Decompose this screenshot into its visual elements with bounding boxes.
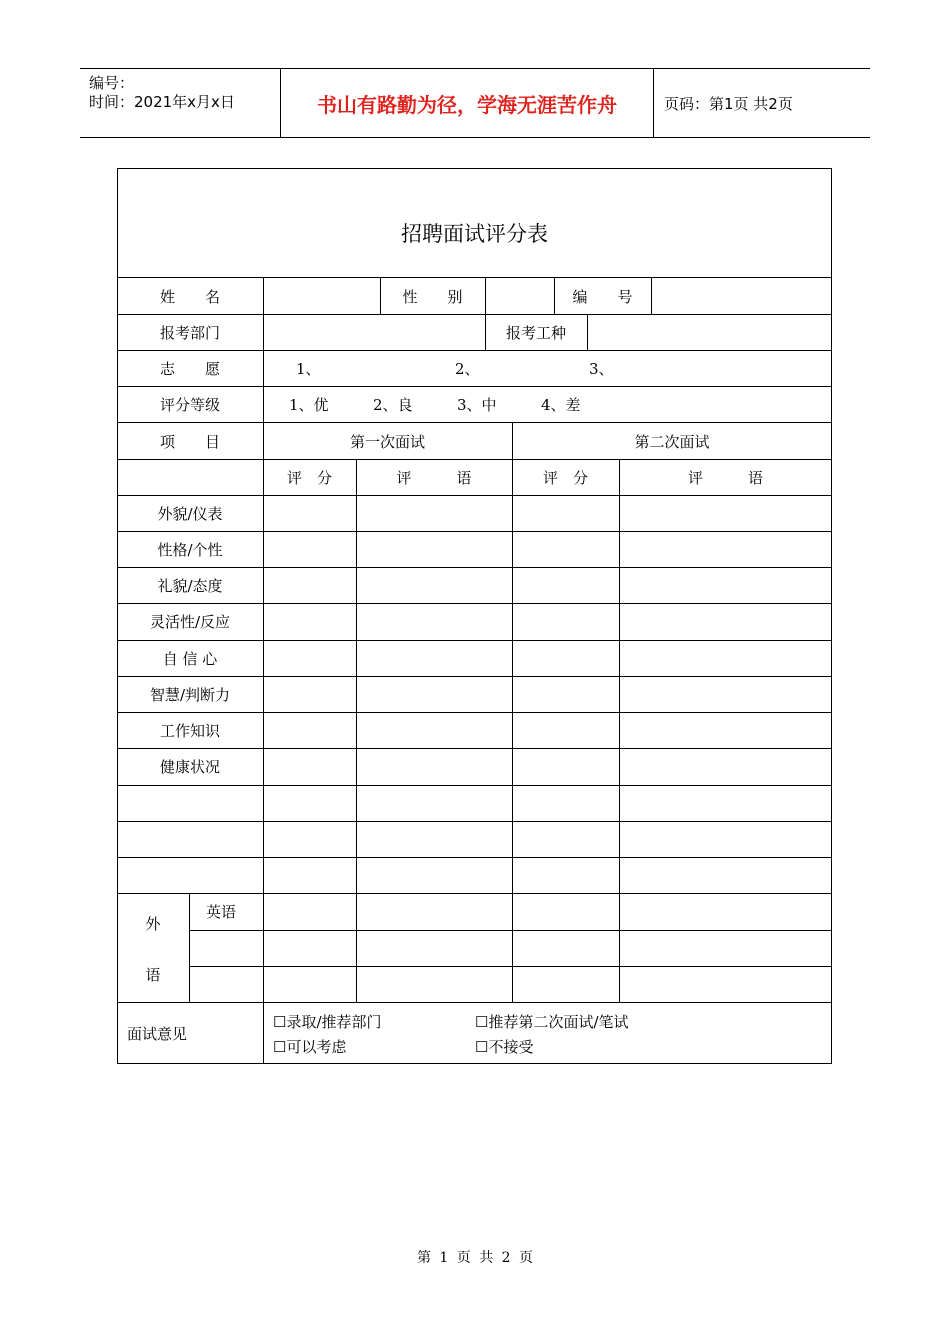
- wish-label: 志 愿: [159, 360, 220, 378]
- grid-line: [117, 386, 832, 387]
- document-header: [80, 68, 870, 138]
- opinion-option-consider[interactable]: ☐可以考虑: [273, 1038, 347, 1056]
- header-page-info: 页码：第1页 共2页: [664, 94, 793, 113]
- grade-option-4: 4、差: [541, 396, 581, 414]
- footer-text: 页: [456, 1250, 471, 1266]
- eval-item: 智慧/判断力: [149, 686, 231, 704]
- grid-line: [117, 785, 832, 786]
- grid-line: [117, 277, 832, 278]
- footer-text: 页: [519, 1250, 534, 1266]
- page-footer: [0, 1247, 950, 1267]
- eval-item: 灵活性/反应: [149, 613, 231, 631]
- grid-line: [117, 821, 832, 822]
- opinion-option-reject[interactable]: ☐不接受: [475, 1038, 534, 1056]
- grade-option-1: 1、优: [289, 396, 329, 414]
- english-label: 英语: [205, 903, 236, 921]
- grid-line: [117, 857, 832, 858]
- foreign-language-label-1: 外: [145, 915, 161, 933]
- job-label: 报考工种: [505, 324, 566, 342]
- second-interview-header: 第二次面试: [634, 433, 710, 451]
- footer-page-number: 1: [439, 1250, 449, 1266]
- grid-line: [117, 567, 832, 568]
- comment-header: 评 语: [396, 469, 472, 487]
- grid-line: [189, 966, 831, 967]
- grid-line: [117, 495, 832, 496]
- wish-option-2: 2、: [455, 360, 480, 378]
- grid-line: [117, 893, 832, 894]
- id-label: 编 号: [572, 288, 633, 306]
- grid-line: [117, 640, 832, 641]
- footer-text: 共: [479, 1250, 494, 1266]
- name-label: 姓 名: [159, 288, 220, 306]
- grade-label: 评分等级: [159, 396, 220, 414]
- grid-line: [619, 459, 620, 1002]
- eval-item: 外貌/仪表: [157, 505, 223, 523]
- grade-option-2: 2、良: [373, 396, 413, 414]
- eval-item: 健康状况: [159, 758, 220, 776]
- eval-item: 礼貌/态度: [157, 577, 223, 595]
- grid-line: [117, 459, 832, 460]
- gender-label: 性 别: [402, 288, 463, 306]
- grid-line: [651, 277, 652, 314]
- header-meta: [80, 69, 281, 137]
- item-label: 项 目: [159, 433, 220, 451]
- wish-option-1: 1、: [296, 360, 321, 378]
- time-label: 时间：2021年x月x日: [89, 93, 235, 111]
- grade-option-3: 3、中: [457, 396, 497, 414]
- eval-item: 工作知识: [159, 722, 220, 740]
- grid-line: [117, 531, 832, 532]
- grid-line: [117, 748, 832, 749]
- grid-line: [117, 676, 832, 677]
- grid-line: [189, 930, 831, 931]
- dept-label: 报考部门: [159, 324, 220, 342]
- grid-line: [485, 277, 486, 314]
- eval-item: 性格/个性: [157, 541, 223, 559]
- eval-item: 自 信 心: [162, 650, 218, 668]
- grid-line: [117, 603, 832, 604]
- grid-line: [117, 712, 832, 713]
- grid-line: [263, 277, 264, 1063]
- footer-page-total: 2: [501, 1250, 511, 1266]
- foreign-language-label-2: 语: [145, 966, 161, 984]
- form-title: 招聘面试评分表: [401, 222, 548, 246]
- grid-line: [356, 459, 357, 1002]
- wish-option-3: 3、: [589, 360, 614, 378]
- grid-line: [117, 422, 832, 423]
- opinion-option-hire[interactable]: ☐录取/推荐部门: [273, 1013, 382, 1031]
- grid-line: [117, 1002, 832, 1003]
- grid-line: [117, 350, 832, 351]
- opinion-option-second-interview[interactable]: ☐推荐第二次面试/笔试: [475, 1013, 629, 1031]
- grid-line: [117, 314, 832, 315]
- number-label: 编号：: [89, 74, 135, 92]
- opinion-label: 面试意见: [127, 1025, 188, 1043]
- first-interview-header: 第一次面试: [349, 433, 425, 451]
- footer-text: 第: [416, 1250, 431, 1266]
- score-header: 评 分: [542, 469, 588, 487]
- header-motto: 书山有路勤为径，学海无涯苦作舟: [281, 69, 654, 137]
- comment-header: 评 语: [687, 469, 763, 487]
- score-header: 评 分: [286, 469, 332, 487]
- grid-line: [587, 314, 588, 350]
- grid-line: [512, 422, 513, 1002]
